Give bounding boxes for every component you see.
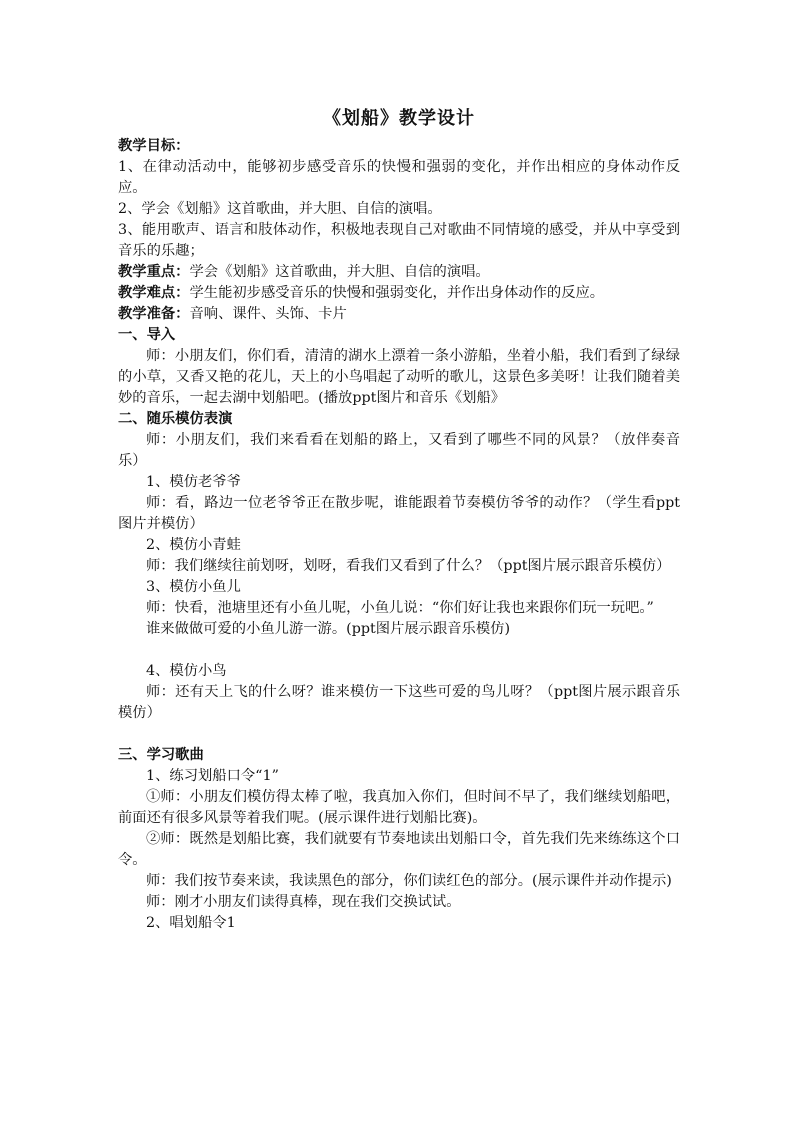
difficulty-text: 学生能初步感受音乐的快慢和强弱变化，并作出身体动作的反应。 bbox=[189, 285, 605, 301]
goal-item: 2、学会《划船》这首歌曲，并大胆、自信的演唱。 bbox=[118, 201, 442, 217]
paragraph: 师：我们按节奏来读，我读黑色的部分，你们读红色的部分。(展示课件并动作提示) bbox=[146, 873, 672, 889]
subsection-title: 2、唱划船令1 bbox=[146, 915, 236, 931]
document-page bbox=[118, 104, 680, 934]
difficulty-label: 教学难点： bbox=[118, 285, 190, 301]
difficulty bbox=[118, 283, 680, 304]
paragraph: 师：我们继续往前划呀，划呀，看我们又看到了什么？（ppt图片展示跟音乐模仿） bbox=[146, 558, 671, 574]
section-heading: 三、学习歌曲 bbox=[118, 747, 204, 763]
paragraph: 师：快看，池塘里还有小鱼儿呢，小鱼儿说：“你们好让我也来跟你们玩一玩吧。” bbox=[146, 600, 654, 616]
blank-line bbox=[118, 640, 680, 661]
subsection-title: 3、模仿小鱼儿 bbox=[146, 579, 241, 595]
section-heading: 二、随乐模仿表演 bbox=[118, 411, 233, 427]
subsection-title: 1、练习划船口令“1” bbox=[146, 768, 279, 784]
paragraph: ②师：既然是划船比赛，我们就要有节奏地读出划船口令，首先我们先来练练这个口令。 bbox=[118, 831, 680, 868]
goals-heading: 教学目标： bbox=[118, 138, 190, 154]
section-heading: 一、导入 bbox=[118, 327, 176, 343]
paragraph: 师：看，路边一位老爷爷正在散步呢，谁能跟着节奏模仿爷爷的动作？（学生看ppt图片并模仿） bbox=[118, 495, 680, 532]
preparation bbox=[118, 304, 680, 325]
paragraph: 师：刚才小朋友们读得真棒，现在我们交换试试。 bbox=[146, 894, 461, 910]
subsection-title: 4、模仿小鸟 bbox=[146, 663, 227, 679]
subsection-title: 2、模仿小青蛙 bbox=[146, 537, 241, 553]
blank-line bbox=[118, 724, 680, 745]
key-point bbox=[118, 262, 680, 283]
preparation-label: 教学准备： bbox=[118, 306, 190, 322]
goal-item: 1、在律动活动中，能够初步感受音乐的快慢和强弱的变化，并作出相应的身体动作反应。 bbox=[118, 159, 680, 196]
paragraph: 师：小朋友们，你们看，清清的湖水上漂着一条小游船，坐着小船，我们看到了绿绿的小草，又香又艳的花儿，天上的小鸟唱起了动听的歌儿，这景色多美呀！让我们随着美妙的音乐，一起去湖中划船吧。(播放ppt图片和音乐《划船》 bbox=[118, 348, 680, 406]
preparation-text: 音响、课件、头饰、卡片 bbox=[189, 306, 347, 322]
key-point-text: 学会《划船》这首歌曲，并大胆、自信的演唱。 bbox=[189, 264, 490, 280]
paragraph: 师：小朋友们，我们来看看在划船的路上，又看到了哪些不同的风景？（放伴奏音乐） bbox=[118, 432, 680, 469]
paragraph: ①师：小朋友们模仿得太棒了啦，我真加入你们，但时间不早了，我们继续划船吧，前面还有很多风景等着我们呢。(展示课件进行划船比赛)。 bbox=[118, 789, 680, 826]
goal-item: 3、能用歌声、语言和肢体动作，积极地表现自己对歌曲不同情境的感受，并从中享受到音乐的乐趣； bbox=[118, 222, 680, 259]
document-title: 《划船》教学设计 bbox=[323, 108, 475, 129]
paragraph: 谁来做做可爱的小鱼儿游一游。(ppt图片展示跟音乐模仿) bbox=[146, 621, 511, 637]
subsection-title: 1、模仿老爷爷 bbox=[146, 474, 241, 490]
key-point-label: 教学重点： bbox=[118, 264, 190, 280]
paragraph: 师：还有天上飞的什么呀？谁来模仿一下这些可爱的鸟儿呀？（ppt图片展示跟音乐模仿） bbox=[118, 684, 680, 721]
